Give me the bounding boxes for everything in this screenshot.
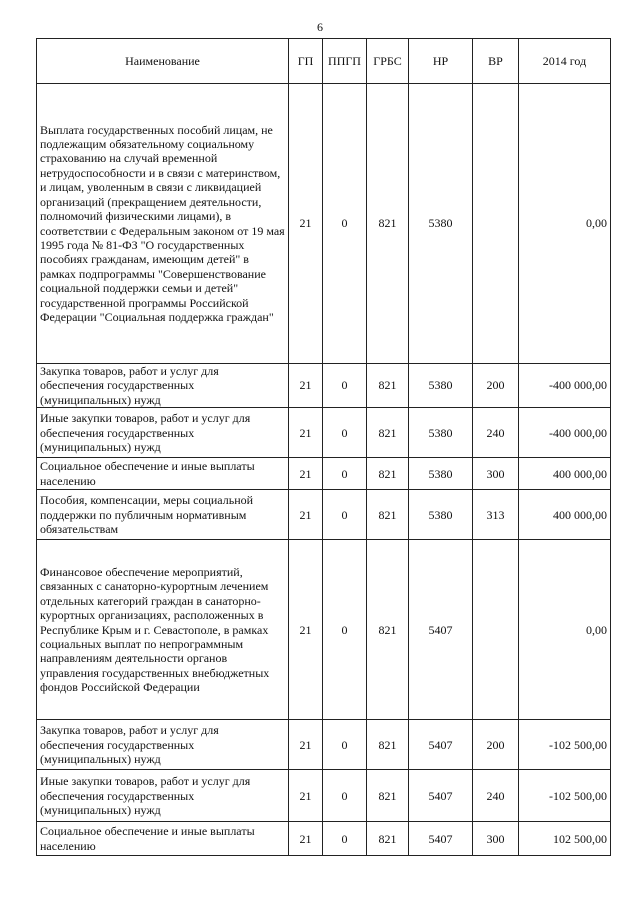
table-row [37, 490, 611, 540]
cell-nr: 5407 [409, 720, 473, 770]
table-row [37, 822, 611, 856]
cell-gp: 21 [289, 490, 323, 540]
cell-name: Иные закупки товаров, работ и услуг для обеспечения государственных (муниципальных) нужд [37, 408, 289, 458]
header-ppgp: ППГП [323, 39, 367, 84]
table-row [37, 364, 611, 408]
cell-grbs: 821 [367, 364, 409, 408]
cell-ppgp: 0 [323, 490, 367, 540]
cell-gp: 21 [289, 770, 323, 822]
cell-amount: 400 000,00 [519, 490, 611, 540]
cell-name: Иные закупки товаров, работ и услуг для обеспечения государственных (муниципальных) нужд [37, 770, 289, 822]
cell-gp: 21 [289, 408, 323, 458]
cell-amount: -400 000,00 [519, 408, 611, 458]
cell-ppgp: 0 [323, 822, 367, 856]
table-row [37, 408, 611, 458]
cell-nr: 5407 [409, 540, 473, 720]
cell-nr: 5407 [409, 822, 473, 856]
table-row [37, 720, 611, 770]
cell-vr: 300 [473, 822, 519, 856]
cell-grbs: 821 [367, 770, 409, 822]
table-row [37, 84, 611, 364]
cell-gp: 21 [289, 720, 323, 770]
cell-nr: 5380 [409, 490, 473, 540]
table-row [37, 458, 611, 490]
header-vr: ВР [473, 39, 519, 84]
cell-name: Выплата государственных пособий лицам, не подлежащим обязательному социальному страхованию на случай временной нетрудоспособности и в связи с материнством, и лицам, уволенным в связи с ликвидацией организаций (прекращением деятельности, полномочий физическими лицами), в соответствии с Федеральным законом от 19 мая 1995 года № 81-ФЗ "О государственных пособиях гражданам, имеющим детей" в рамках подпрограммы "Совершенствование социальной поддержки семьи и детей" государственной программы Российской Федерации "Социальная поддержка граждан" [37, 84, 289, 364]
table-header-row [37, 39, 611, 84]
cell-gp: 21 [289, 84, 323, 364]
cell-name: Закупка товаров, работ и услуг для обеспечения государственных (муниципальных) нужд [37, 364, 289, 408]
cell-ppgp: 0 [323, 458, 367, 490]
cell-vr: 240 [473, 770, 519, 822]
cell-grbs: 821 [367, 822, 409, 856]
cell-vr: 240 [473, 408, 519, 458]
header-grbs: ГРБС [367, 39, 409, 84]
cell-nr: 5380 [409, 364, 473, 408]
cell-amount: 400 000,00 [519, 458, 611, 490]
cell-ppgp: 0 [323, 364, 367, 408]
cell-grbs: 821 [367, 408, 409, 458]
cell-grbs: 821 [367, 540, 409, 720]
cell-ppgp: 0 [323, 770, 367, 822]
table-row [37, 770, 611, 822]
header-nr: НР [409, 39, 473, 84]
cell-name: Социальное обеспечение и иные выплаты населению [37, 822, 289, 856]
cell-amount: 102 500,00 [519, 822, 611, 856]
cell-grbs: 821 [367, 458, 409, 490]
cell-vr: 200 [473, 720, 519, 770]
cell-amount: -102 500,00 [519, 770, 611, 822]
header-gp: ГП [289, 39, 323, 84]
cell-gp: 21 [289, 458, 323, 490]
cell-name: Финансовое обеспечение мероприятий, связанных с санаторно-курортным лечением отдельных категорий граждан в санаторно-курортных организациях, расположенных в Республике Крым и г. Севастополе, в рамках социальных выплат по непрограммным направлениям деятельности органов управления государственных внебюджетных фондов Российской Федерации [37, 540, 289, 720]
cell-amount: 0,00 [519, 540, 611, 720]
cell-amount: 0,00 [519, 84, 611, 364]
cell-gp: 21 [289, 822, 323, 856]
header-2014: 2014 год [519, 39, 611, 84]
budget-table [36, 38, 611, 856]
cell-ppgp: 0 [323, 84, 367, 364]
cell-nr: 5407 [409, 770, 473, 822]
header-name: Наименование [37, 39, 289, 84]
cell-vr: 200 [473, 364, 519, 408]
cell-grbs: 821 [367, 84, 409, 364]
cell-amount: -102 500,00 [519, 720, 611, 770]
cell-nr: 5380 [409, 84, 473, 364]
page-number: 6 [317, 20, 323, 34]
cell-vr: 300 [473, 458, 519, 490]
cell-amount: -400 000,00 [519, 364, 611, 408]
cell-nr: 5380 [409, 408, 473, 458]
cell-vr [473, 540, 519, 720]
cell-name: Социальное обеспечение и иные выплаты населению [37, 458, 289, 490]
cell-nr: 5380 [409, 458, 473, 490]
cell-grbs: 821 [367, 720, 409, 770]
cell-name: Закупка товаров, работ и услуг для обеспечения государственных (муниципальных) нужд [37, 720, 289, 770]
table-row [37, 540, 611, 720]
cell-grbs: 821 [367, 490, 409, 540]
cell-gp: 21 [289, 364, 323, 408]
cell-vr [473, 84, 519, 364]
cell-ppgp: 0 [323, 720, 367, 770]
cell-name: Пособия, компенсации, меры социальной поддержки по публичным нормативным обязательствам [37, 490, 289, 540]
cell-ppgp: 0 [323, 540, 367, 720]
cell-vr: 313 [473, 490, 519, 540]
cell-ppgp: 0 [323, 408, 367, 458]
cell-gp: 21 [289, 540, 323, 720]
